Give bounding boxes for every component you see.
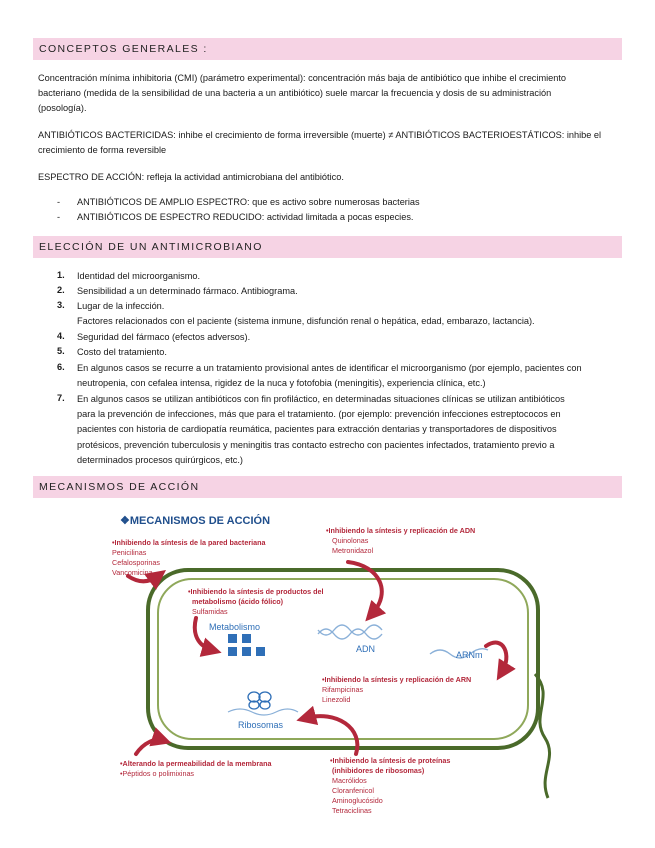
section-title: MECANISMOS DE ACCIÓN <box>39 481 200 493</box>
list-item <box>77 345 622 360</box>
mechanisms-diagram <box>100 506 560 830</box>
text-line: (posología). <box>38 103 87 113</box>
text-line: En algunos casos se recurre a un tratamiento provisional antes de identificar el microorganismo (por ejemplo, pacientes con <box>77 363 582 373</box>
list-item <box>77 361 622 391</box>
diagram-title: ❖MECANISMOS DE ACCIÓN <box>120 515 271 527</box>
text-line: determinados procesos quirúrgicos, etc.) <box>77 454 243 465</box>
section-title: CONCEPTOS GENERALES : <box>39 43 208 55</box>
folico-heading: metabolismo (ácido fólico) <box>192 597 284 606</box>
list-item <box>77 299 622 329</box>
text-line: Factores relacionados con el paciente (sistema inmune, disfunción renal o hepática, edad, embarazo, lactancia). <box>77 316 535 327</box>
proteinas-drug: Tetraciclinas <box>332 806 372 815</box>
cmi-paragraph <box>38 71 618 116</box>
text-line: En algunos casos se utilizan antibióticos con fin profiláctico, en determinadas situaciones clínicas se utilizan antibióticos <box>77 394 565 404</box>
arrow-arn <box>486 643 506 672</box>
adn-label: ADN <box>356 644 376 654</box>
pared-drug: Cefalosporinas <box>112 558 160 567</box>
pared-heading: •Inhibiendo la síntesis de la pared bacteriana <box>112 538 266 547</box>
list-number: 4. <box>57 331 65 341</box>
text-line: protésicos, prevención tuberculosis y meningitis tras contacto estrecho con pacientes infectados, tratamiento previo a <box>77 439 555 450</box>
list-number: 6. <box>57 362 65 372</box>
list-number: 2. <box>57 285 65 295</box>
adn-drug: Quinolonas <box>332 536 369 545</box>
text-line: Sensibilidad a un determinado fármaco. Antibiograma. <box>77 286 298 296</box>
pared-drug: Penicilinas <box>112 548 147 557</box>
list-number: 1. <box>57 270 65 280</box>
adn-heading: •Inhibiendo la síntesis y replicación de ADN <box>326 526 476 535</box>
bullet-amplio: ANTIBIÓTICOS DE AMPLIO ESPECTRO: que es activo sobre numerosas bacterias <box>77 197 420 207</box>
proteinas-heading: (inhibidores de ribosomas) <box>332 766 425 775</box>
list-item <box>77 392 622 468</box>
adn-drug: Metronidazol <box>332 546 374 555</box>
bullet-mark: - <box>57 197 61 207</box>
text-line: Identidad del microorganismo. <box>77 271 201 281</box>
list-item <box>77 284 622 299</box>
text-line: pacientes con historia de cardiopatía reumática, pacientes para extracción dentarias y transportadores de dispositivos <box>77 424 557 435</box>
espectro-paragraph: ESPECTRO DE ACCIÓN: refleja la actividad antimicrobiana del antibiótico. <box>38 172 344 182</box>
text-line: Seguridad del fármaco (efectos adversos). <box>77 332 251 342</box>
arrow-membrana <box>136 740 162 754</box>
proteinas-drug: Cloranfenicol <box>332 786 374 795</box>
text-line: ANTIBIÓTICOS BACTERICIDAS: inhibe el crecimiento de forma irreversible (muerte) ≠ ANTIBIÓTICOS BACTERIOESTÁTICOS: inhibe el <box>38 130 602 140</box>
ribosome-icon <box>248 692 271 709</box>
bullet-reducido: ANTIBIÓTICOS DE ESPECTRO REDUCIDO: actividad limitada a pocas especies. <box>77 212 414 222</box>
metabolism-blocks <box>228 634 265 656</box>
arn-heading: •Inhibiendo la síntesis y replicación de ARN <box>322 675 472 684</box>
list-number: 7. <box>57 393 65 403</box>
proteinas-drug: Aminoglucósido <box>332 796 383 805</box>
text-line: Costo del tratamiento. <box>77 347 167 357</box>
bullet-mark: - <box>57 212 61 222</box>
proteinas-drug: Macrólidos <box>332 776 367 785</box>
section-header-eleccion <box>33 236 622 258</box>
text-line: bacteriano (medida de la sensibilidad de una bacteria a un antibiótico) suele marcar la frecuencia y dosis de su administración <box>38 88 552 98</box>
arn-drug: Linezolid <box>322 695 351 704</box>
arn-drug: Rifampicinas <box>322 685 364 694</box>
list-number: 3. <box>57 300 65 310</box>
bactericidas-paragraph <box>38 128 618 158</box>
section-header-mecanismos <box>33 476 622 498</box>
metabolismo-label: Metabolismo <box>209 622 261 632</box>
list-item <box>77 330 622 345</box>
list-item <box>77 269 622 284</box>
proteinas-heading: •Inhibiendo la síntesis de proteínas <box>330 756 451 765</box>
text-line: para la prevención de infecciones, más que para el tratamiento. (por ejemplo: prevención infecciones estreptococos en <box>77 409 561 420</box>
text-line: Concentración mínima inhibitoria (CMI) (parámetro experimental): concentración más baja de antibiótico que inhibe el crecimiento <box>38 73 567 83</box>
arnm-label: ARNm <box>456 650 483 660</box>
section-title: ELECCIÓN DE UN ANTIMICROBIANO <box>39 241 263 253</box>
folico-heading: •Inhibiendo la síntesis de productos del <box>188 587 324 596</box>
pared-drug: Vancomicina <box>112 568 153 577</box>
section-header-conceptos <box>33 38 622 60</box>
folico-drug: Sulfamidas <box>192 607 228 616</box>
list-number: 5. <box>57 346 65 356</box>
text-line: crecimiento de forma reversible <box>38 145 167 155</box>
mrna-strand <box>228 709 298 715</box>
text-line: Lugar de la infección. <box>77 301 165 311</box>
membrana-drug: •Péptidos o polimixinas <box>120 769 195 778</box>
membrana-heading: •Alterando la permeabilidad de la membrana <box>120 759 272 768</box>
text-line: neutropenia, con cefalea intensa, rigidez de la nuca y fotofobia (meningitis), experiencia clínica, etc.) <box>77 378 486 389</box>
ribosomas-label: Ribosomas <box>238 720 284 730</box>
